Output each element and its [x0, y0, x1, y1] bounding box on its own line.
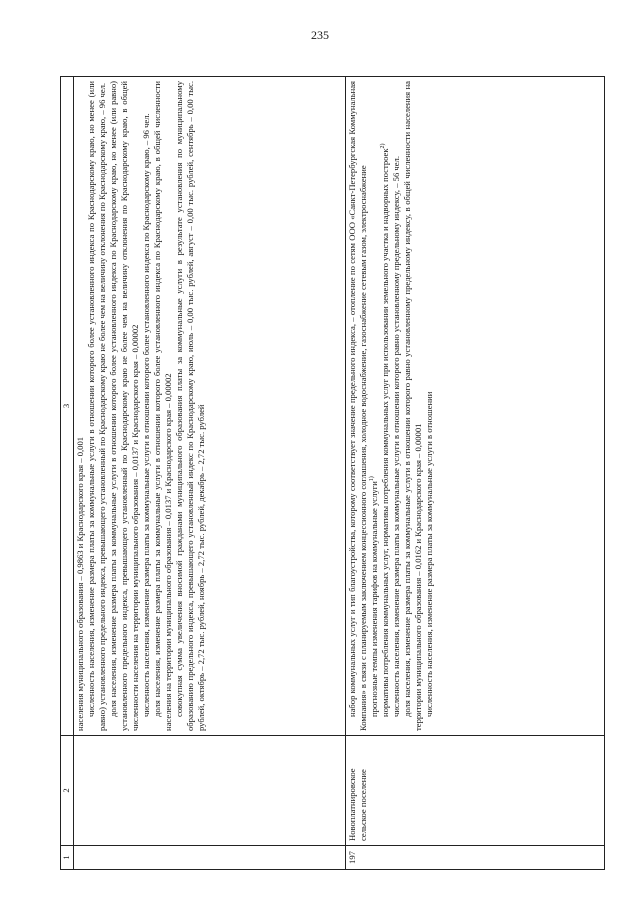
description-paragraph: численность населения, изменение размера платы за коммунальные услуги в отношении	[424, 391, 434, 717]
description-paragraph: численность населения, изменение размера платы за коммунальные услуги в отношении которого более установленного индекса по Краснодарскому краю, но менее (или равно) установленного предельного индекса, превышающего установленный по Краснодарскому краю не более чем на величину отклонения по Краснодарскому краю, – 96 чел.	[86, 81, 107, 731]
description-cell	[74, 77, 346, 736]
municipality-name-cell	[74, 736, 346, 846]
description-cell	[346, 77, 605, 736]
header-col-1: 1	[61, 846, 74, 870]
municipality-name-cell: Новоплатнировское сельское поселение	[346, 736, 605, 846]
table-header-row	[61, 77, 74, 870]
footnote-marker: 1)	[369, 476, 376, 482]
description-paragraph: совокупная сумма увеличения вносимой гражданами муниципального образования платы за коммунальные услуги в результате установления по муниципальному образованию предельного индекса, превышающего установленный индекс по Краснодарскому краю, июль – 0,00 тыс. рублей, август – 0,00 тыс. рублей, сентябрь – 0,00 тыс. рублей, октябрь – 2,72 тыс. рублей, ноябрь – 2,72 тыс. рублей, декабрь – 2,72 тыс. рублей	[174, 81, 206, 731]
page-number: 235	[311, 28, 329, 42]
table-row	[346, 77, 605, 870]
description-paragraph: нормативы потребления коммунальных услуг, нормативы потребления коммунальных услуг при использовании земельного участка и надворных построек$^{2)}$	[380, 143, 390, 717]
header-col-3: 3	[61, 77, 74, 736]
rotated-table-area	[60, 77, 605, 870]
rotated-table-container	[60, 77, 605, 870]
description-paragraph: численность населения, изменение размера платы за коммунальные услуги в отношении которого более установленного индекса по Краснодарскому краю, – 96 чел.	[141, 113, 151, 717]
tariff-index-table	[60, 76, 605, 870]
row-number-cell	[74, 846, 346, 870]
description-paragraph: доля населения, изменение размера платы за коммунальные услуги в отношении которого более установленного индекса по Краснодарскому краю, в общей численности населения на территории муниципального образования – 0,0137 и Краснодарского края – 0,00002	[152, 81, 173, 731]
description-paragraph: доля населения, изменение размера платы за коммунальные услуги в отношении которого более установленного индекса по Краснодарскому краю, но менее (или равно) установленного предельного индекса, превышающего установленный по Краснодарскому краю не более чем на величину отклонения по Краснодарскому краю, в общей численности населения на территории муниципального образования – 0,0137 и Краснодарского края – 0,00002	[108, 81, 140, 731]
footnote-marker: 2)	[380, 143, 387, 149]
header-col-2: 2	[61, 736, 74, 846]
row-number-cell: 197	[346, 846, 605, 870]
table-row	[74, 77, 346, 870]
description-paragraph: населения муниципального образования – 0,9863 и Краснодарского края – 0,001	[75, 436, 85, 731]
description-paragraph: численность населения, изменение размера платы за коммунальные услуги в отношении которого равно установленному предельному индексу, – 56 чел.	[391, 156, 401, 717]
description-paragraph: прогнозные темпы изменения тарифов на коммунальные услуги$^{1)}$	[369, 476, 379, 717]
description-paragraph: набор коммунальных услуг и тип благоустройства, которому соответствует значение предельного индекса, – отопление по сетям ООО «Санкт-Петербургская Коммунальная Компания» в связи с планируемым заключением концессионного соглашения, холодное водоснабжение, газоснабжение сетевым газом, электроснабжение	[347, 81, 368, 731]
description-paragraph: доля населения, изменение размера платы за коммунальные услуги в отношении которого равно установленному предельному индексу, в общей численности населения на территории муниципального образования – 0,0162 и Краснодарского края – 0,00001	[402, 81, 423, 731]
